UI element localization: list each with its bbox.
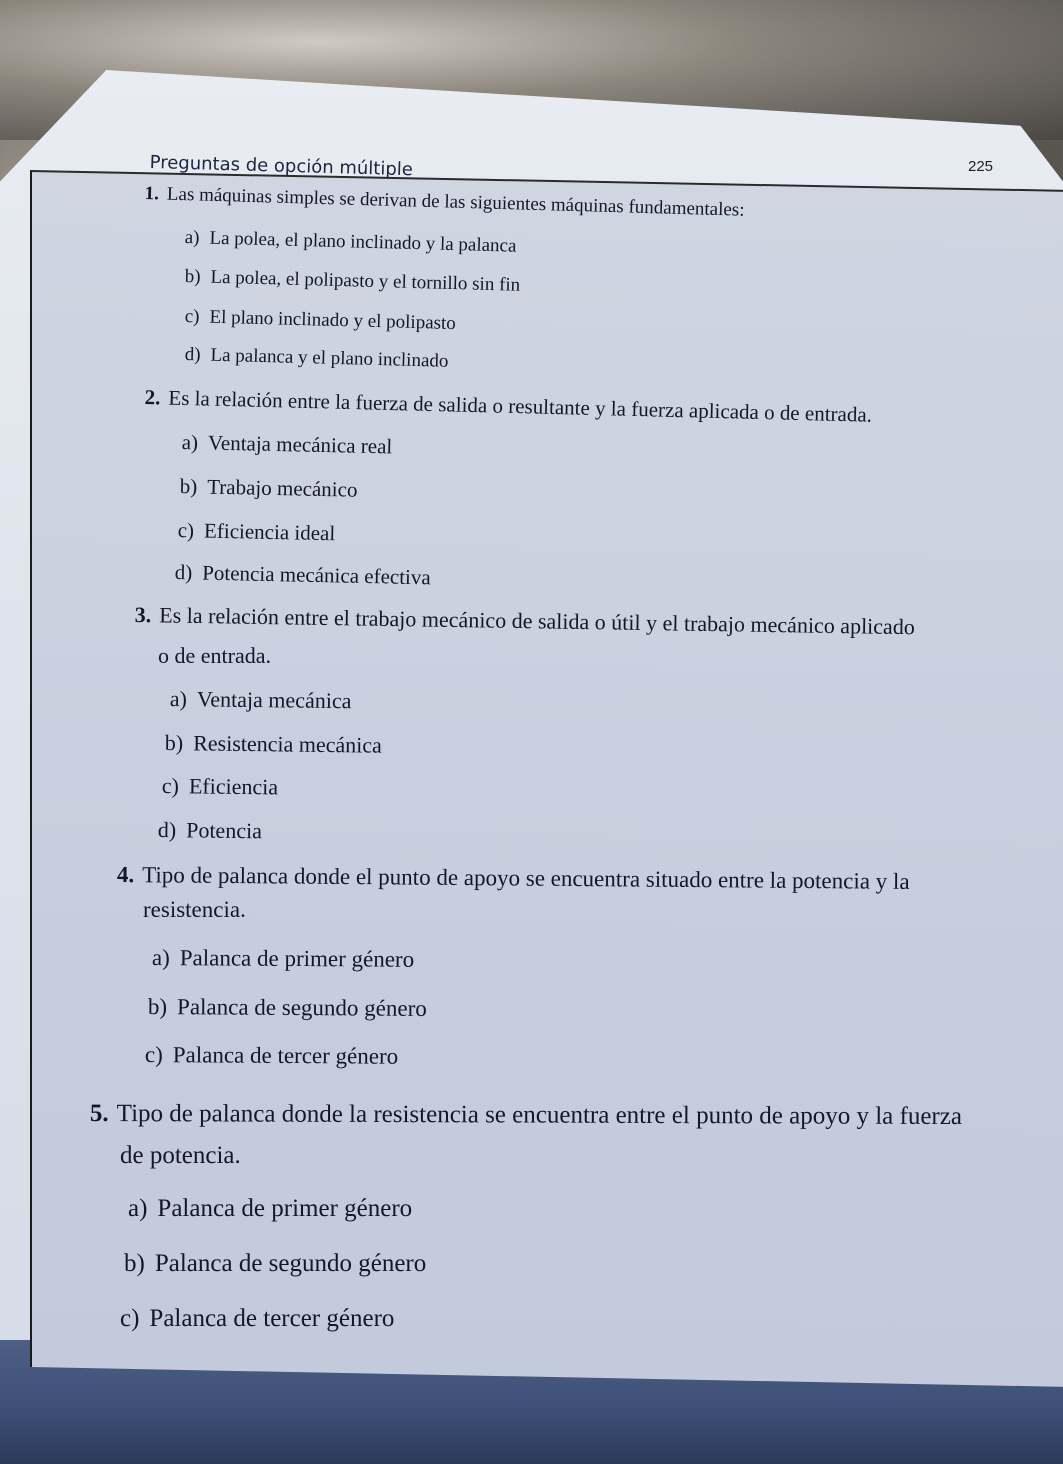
option-letter: a) — [169, 686, 188, 712]
option-text: Potencia — [186, 817, 263, 844]
option-text: La palanca y el plano inclinado — [210, 344, 449, 372]
option-text: Ventaja mecánica — [196, 686, 352, 714]
option-3c[interactable] — [162, 773, 279, 800]
question-text: Las máquinas simples se derivan de las siguientes máquinas fundamentales: — [166, 183, 745, 221]
option-text: Palanca de primer género — [179, 945, 415, 972]
option-letter: a) — [128, 1195, 148, 1222]
option-letter: c) — [161, 773, 180, 799]
option-text: Potencia mecánica efectiva — [201, 560, 431, 590]
question-3-cont: o de entrada. — [158, 643, 271, 668]
question-number: 3. — [134, 602, 152, 628]
option-letter: d) — [157, 817, 177, 843]
question-number: 5. — [89, 1100, 109, 1128]
option-3b[interactable] — [165, 730, 382, 759]
option-letter: b) — [124, 1250, 145, 1277]
option-text: Trabajo mecánico — [206, 474, 358, 502]
question-text: Es la relación entre el trabajo mecánico de salida o útil y el trabajo mecánico aplicado — [159, 602, 916, 640]
question-4-cont: resistencia. — [143, 897, 246, 922]
question-5-cont: de potencia. — [120, 1142, 241, 1169]
option-text: La polea, el polipasto y el tornillo sin fin — [210, 266, 521, 296]
option-text: Resistencia mecánica — [193, 730, 383, 758]
option-2d[interactable] — [174, 560, 430, 590]
question-text: Tipo de palanca donde la resistencia se encuentra entre el punto de apoyo y la fuerza — [116, 1100, 963, 1131]
option-text: Eficiencia — [188, 773, 279, 800]
option-text: Palanca de tercer género — [172, 1042, 399, 1069]
option-text: El plano inclinado y el polipasto — [209, 306, 457, 335]
option-letter: d) — [184, 344, 201, 366]
option-letter: b) — [164, 730, 184, 756]
option-letter: c) — [120, 1305, 140, 1332]
option-3d[interactable] — [158, 817, 262, 844]
question-text: Es la relación entre la fuerza de salida o resultante y la fuerza aplicada o de entrada. — [168, 385, 873, 427]
section-title: Preguntas de opción múltiple — [149, 152, 414, 181]
option-2b[interactable] — [179, 474, 357, 503]
option-5b[interactable] — [124, 1250, 426, 1278]
option-5c[interactable] — [120, 1305, 394, 1333]
question-5 — [90, 1100, 962, 1131]
option-letter: c) — [177, 518, 195, 543]
question-number: 4. — [116, 862, 135, 888]
option-letter: b) — [184, 266, 201, 288]
option-text: Ventaja mecánica real — [207, 430, 393, 459]
option-letter: b) — [147, 994, 168, 1020]
question-number: 2. — [144, 385, 161, 410]
option-text: Palanca de segundo género — [154, 1250, 427, 1277]
option-letter: a) — [151, 945, 170, 971]
option-4c[interactable] — [145, 1042, 398, 1070]
option-2a[interactable] — [181, 430, 392, 459]
option-letter: c) — [184, 306, 200, 328]
option-text: La polea, el plano inclinado y la palanca — [209, 227, 517, 257]
option-letter: d) — [174, 560, 193, 585]
option-letter: b) — [179, 474, 198, 499]
option-letter: a) — [184, 227, 200, 249]
option-letter: a) — [181, 430, 199, 455]
option-5a[interactable] — [128, 1195, 412, 1223]
question-number: 1. — [144, 183, 160, 205]
option-text: Palanca de primer género — [157, 1195, 413, 1222]
option-3a[interactable] — [170, 686, 352, 714]
option-text: Eficiencia ideal — [203, 518, 336, 546]
option-text: Palanca de segundo género — [176, 994, 427, 1021]
option-4b[interactable] — [148, 994, 427, 1022]
page-number: 225 — [968, 158, 994, 175]
option-2c[interactable] — [177, 518, 335, 546]
option-letter: c) — [144, 1042, 163, 1068]
option-4a[interactable] — [152, 945, 414, 973]
option-text: Palanca de tercer género — [149, 1305, 395, 1332]
question-text: Tipo de palanca donde el punto de apoyo se encuentra situado entre la potencia y la — [142, 862, 910, 894]
